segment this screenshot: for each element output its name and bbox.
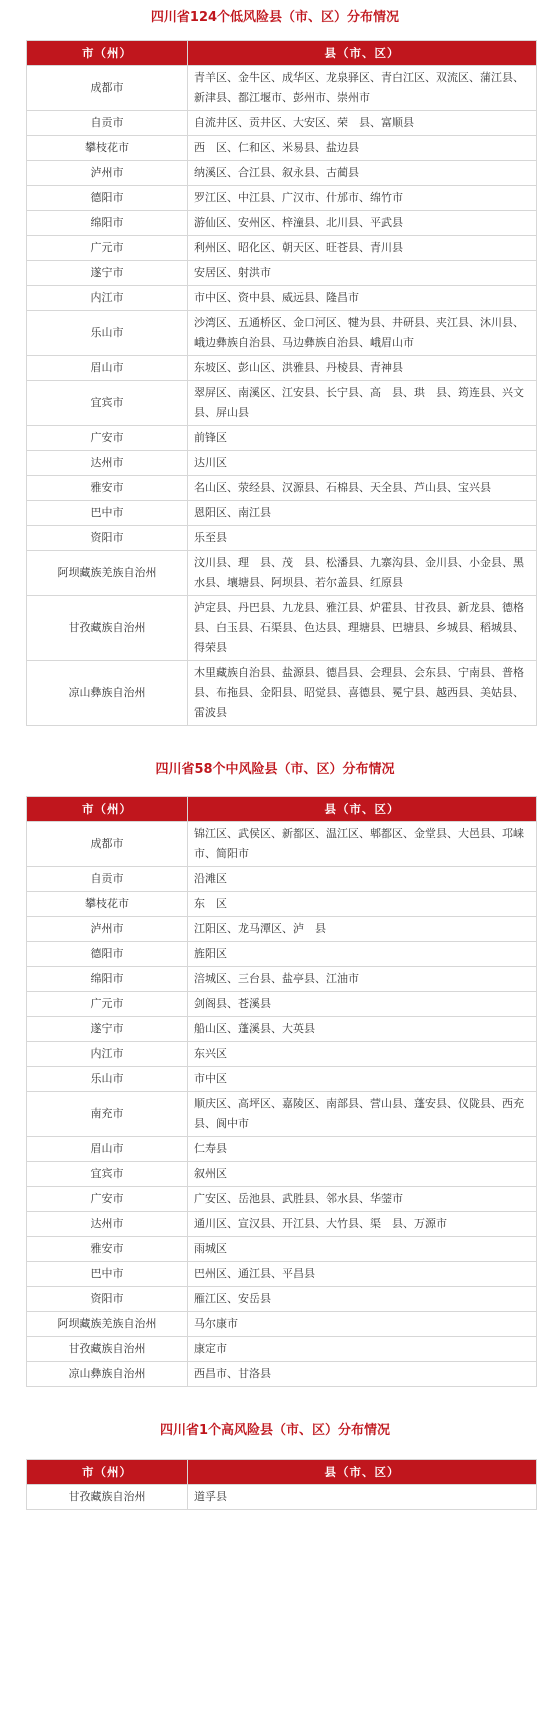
county-list-cell: 通川区、宣汉县、开江县、大竹县、渠 县、万源市 <box>188 1212 537 1237</box>
table-row <box>27 381 537 426</box>
table-row <box>27 596 537 661</box>
county-list-cell: 锦江区、武侯区、新都区、温江区、郫都区、金堂县、大邑县、邛崃市、简阳市 <box>188 822 537 867</box>
county-list-cell: 马尔康市 <box>188 1312 537 1337</box>
city-cell: 遂宁市 <box>27 261 188 286</box>
city-cell: 资阳市 <box>27 526 188 551</box>
header-county: 县（市、区） <box>188 1460 537 1485</box>
table-row <box>27 1237 537 1262</box>
county-list-cell: 木里藏族自治县、盐源县、德昌县、会理县、会东县、宁南县、普格县、布拖县、金阳县、昭觉县、喜德县、冕宁县、越西县、美姑县、雷波县 <box>188 661 537 726</box>
city-cell: 眉山市 <box>27 1137 188 1162</box>
city-cell: 雅安市 <box>27 476 188 501</box>
table-row <box>27 822 537 867</box>
county-list-cell: 乐至县 <box>188 526 537 551</box>
county-list-cell: 沿滩区 <box>188 867 537 892</box>
low-risk-title: 四川省124个低风险县（市、区）分布情况 <box>150 10 400 25</box>
county-list-cell: 雁江区、安岳县 <box>188 1287 537 1312</box>
table-header-row <box>27 797 537 822</box>
table-row <box>27 236 537 261</box>
county-list-cell: 东 区 <box>188 892 537 917</box>
county-list-cell: 江阳区、龙马潭区、泸 县 <box>188 917 537 942</box>
city-cell: 乐山市 <box>27 1067 188 1092</box>
city-cell: 达州市 <box>27 1212 188 1237</box>
county-list-cell: 前锋区 <box>188 426 537 451</box>
city-cell: 成都市 <box>27 822 188 867</box>
county-list-cell: 康定市 <box>188 1337 537 1362</box>
county-list-cell: 西 区、仁和区、米易县、盐边县 <box>188 136 537 161</box>
table-row <box>27 66 537 111</box>
table-row <box>27 867 537 892</box>
table-row <box>27 1137 537 1162</box>
header-county: 县（市、区） <box>188 41 537 66</box>
table-row <box>27 526 537 551</box>
county-list-cell: 西昌市、甘洛县 <box>188 1362 537 1387</box>
table-header-row <box>27 1460 537 1485</box>
city-cell: 宜宾市 <box>27 1162 188 1187</box>
city-cell: 甘孜藏族自治州 <box>27 1485 188 1510</box>
county-list-cell: 东兴区 <box>188 1042 537 1067</box>
low-risk-table <box>26 40 537 726</box>
city-cell: 巴中市 <box>27 501 188 526</box>
table-row <box>27 286 537 311</box>
county-list-cell: 道孚县 <box>188 1485 537 1510</box>
table-row <box>27 967 537 992</box>
city-cell: 泸州市 <box>27 161 188 186</box>
high-risk-table <box>26 1459 537 1510</box>
table-row <box>27 1485 537 1510</box>
county-list-cell: 仁寿县 <box>188 1137 537 1162</box>
table-row <box>27 1162 537 1187</box>
table-row <box>27 1212 537 1237</box>
table-row <box>27 892 537 917</box>
city-cell: 绵阳市 <box>27 211 188 236</box>
table-row <box>27 501 537 526</box>
table-row <box>27 1337 537 1362</box>
city-cell: 内江市 <box>27 286 188 311</box>
table-row <box>27 211 537 236</box>
city-cell: 攀枝花市 <box>27 892 188 917</box>
city-cell: 遂宁市 <box>27 1017 188 1042</box>
county-list-cell: 自流井区、贡井区、大安区、荣 县、富顺县 <box>188 111 537 136</box>
county-list-cell: 汶川县、理 县、茂 县、松潘县、九寨沟县、金川县、小金县、黑水县、壤塘县、阿坝县、若尔盖县、红原县 <box>188 551 537 596</box>
city-cell: 资阳市 <box>27 1287 188 1312</box>
county-list-cell: 顺庆区、高坪区、嘉陵区、南部县、营山县、蓬安县、仪陇县、西充县、阆中市 <box>188 1092 537 1137</box>
city-cell: 自贡市 <box>27 867 188 892</box>
city-cell: 德阳市 <box>27 942 188 967</box>
table-row <box>27 1362 537 1387</box>
table-header-row <box>27 41 537 66</box>
city-cell: 德阳市 <box>27 186 188 211</box>
table-row <box>27 917 537 942</box>
city-cell: 眉山市 <box>27 356 188 381</box>
city-cell: 南充市 <box>27 1092 188 1137</box>
city-cell: 凉山彝族自治州 <box>27 1362 188 1387</box>
high-risk-title: 四川省1个高风险县（市、区）分布情况 <box>159 1423 391 1438</box>
table-row <box>27 356 537 381</box>
county-list-cell: 叙州区 <box>188 1162 537 1187</box>
city-cell: 自贡市 <box>27 111 188 136</box>
city-cell: 甘孜藏族自治州 <box>27 596 188 661</box>
city-cell: 乐山市 <box>27 311 188 356</box>
table-row <box>27 426 537 451</box>
table-row <box>27 451 537 476</box>
county-list-cell: 东坡区、彭山区、洪雅县、丹棱县、青神县 <box>188 356 537 381</box>
table-row <box>27 1042 537 1067</box>
city-cell: 广元市 <box>27 992 188 1017</box>
table-row <box>27 476 537 501</box>
city-cell: 凉山彝族自治州 <box>27 661 188 726</box>
table-row <box>27 186 537 211</box>
county-list-cell: 涪城区、三台县、盐亭县、江油市 <box>188 967 537 992</box>
county-list-cell: 青羊区、金牛区、成华区、龙泉驿区、青白江区、双流区、蒲江县、新津县、都江堰市、彭州市、崇州市 <box>188 66 537 111</box>
table-row <box>27 1187 537 1212</box>
county-list-cell: 剑阁县、苍溪县 <box>188 992 537 1017</box>
table-row <box>27 942 537 967</box>
medium-risk-table <box>26 796 537 1387</box>
city-cell: 广安市 <box>27 1187 188 1212</box>
header-city: 市（州） <box>27 1460 188 1485</box>
county-list-cell: 游仙区、安州区、梓潼县、北川县、平武县 <box>188 211 537 236</box>
table-row <box>27 661 537 726</box>
county-list-cell: 翠屏区、南溪区、江安县、长宁县、高 县、珙 县、筠连县、兴文县、屏山县 <box>188 381 537 426</box>
county-list-cell: 泸定县、丹巴县、九龙县、雅江县、炉霍县、甘孜县、新龙县、德格县、白玉县、石渠县、色达县、理塘县、巴塘县、乡城县、稻城县、得荣县 <box>188 596 537 661</box>
city-cell: 广元市 <box>27 236 188 261</box>
table-row <box>27 1287 537 1312</box>
city-cell: 雅安市 <box>27 1237 188 1262</box>
table-row <box>27 136 537 161</box>
city-cell: 攀枝花市 <box>27 136 188 161</box>
high-risk-section <box>0 1421 550 1510</box>
table-row <box>27 1262 537 1287</box>
table-row <box>27 1092 537 1137</box>
city-cell: 内江市 <box>27 1042 188 1067</box>
table-row <box>27 551 537 596</box>
city-cell: 宜宾市 <box>27 381 188 426</box>
county-list-cell: 船山区、蓬溪县、大英县 <box>188 1017 537 1042</box>
county-list-cell: 市中区 <box>188 1067 537 1092</box>
city-cell: 阿坝藏族羌族自治州 <box>27 1312 188 1337</box>
county-list-cell: 罗江区、中江县、广汉市、什邡市、绵竹市 <box>188 186 537 211</box>
county-list-cell: 恩阳区、南江县 <box>188 501 537 526</box>
city-cell: 广安市 <box>27 426 188 451</box>
city-cell: 阿坝藏族羌族自治州 <box>27 551 188 596</box>
table-row <box>27 261 537 286</box>
city-cell: 巴中市 <box>27 1262 188 1287</box>
header-city: 市（州） <box>27 41 188 66</box>
table-row <box>27 1017 537 1042</box>
table-row <box>27 1312 537 1337</box>
table-row <box>27 111 537 136</box>
county-list-cell: 旌阳区 <box>188 942 537 967</box>
table-row <box>27 992 537 1017</box>
table-row <box>27 311 537 356</box>
header-county: 县（市、区） <box>188 797 537 822</box>
county-list-cell: 雨城区 <box>188 1237 537 1262</box>
medium-risk-title: 四川省58个中风险县（市、区）分布情况 <box>155 762 395 777</box>
medium-risk-section <box>0 760 550 1387</box>
low-risk-section <box>0 8 550 726</box>
table-row <box>27 1067 537 1092</box>
county-list-cell: 达川区 <box>188 451 537 476</box>
table-row <box>27 161 537 186</box>
county-list-cell: 广安区、岳池县、武胜县、邻水县、华蓥市 <box>188 1187 537 1212</box>
county-list-cell: 巴州区、通江县、平昌县 <box>188 1262 537 1287</box>
county-list-cell: 纳溪区、合江县、叙永县、古蔺县 <box>188 161 537 186</box>
county-list-cell: 名山区、荥经县、汉源县、石棉县、天全县、芦山县、宝兴县 <box>188 476 537 501</box>
county-list-cell: 市中区、资中县、威远县、隆昌市 <box>188 286 537 311</box>
city-cell: 绵阳市 <box>27 967 188 992</box>
county-list-cell: 沙湾区、五通桥区、金口河区、犍为县、井研县、夹江县、沐川县、峨边彝族自治县、马边彝族自治县、峨眉山市 <box>188 311 537 356</box>
city-cell: 成都市 <box>27 66 188 111</box>
header-city: 市（州） <box>27 797 188 822</box>
city-cell: 甘孜藏族自治州 <box>27 1337 188 1362</box>
city-cell: 达州市 <box>27 451 188 476</box>
county-list-cell: 利州区、昭化区、朝天区、旺苍县、青川县 <box>188 236 537 261</box>
city-cell: 泸州市 <box>27 917 188 942</box>
county-list-cell: 安居区、射洪市 <box>188 261 537 286</box>
